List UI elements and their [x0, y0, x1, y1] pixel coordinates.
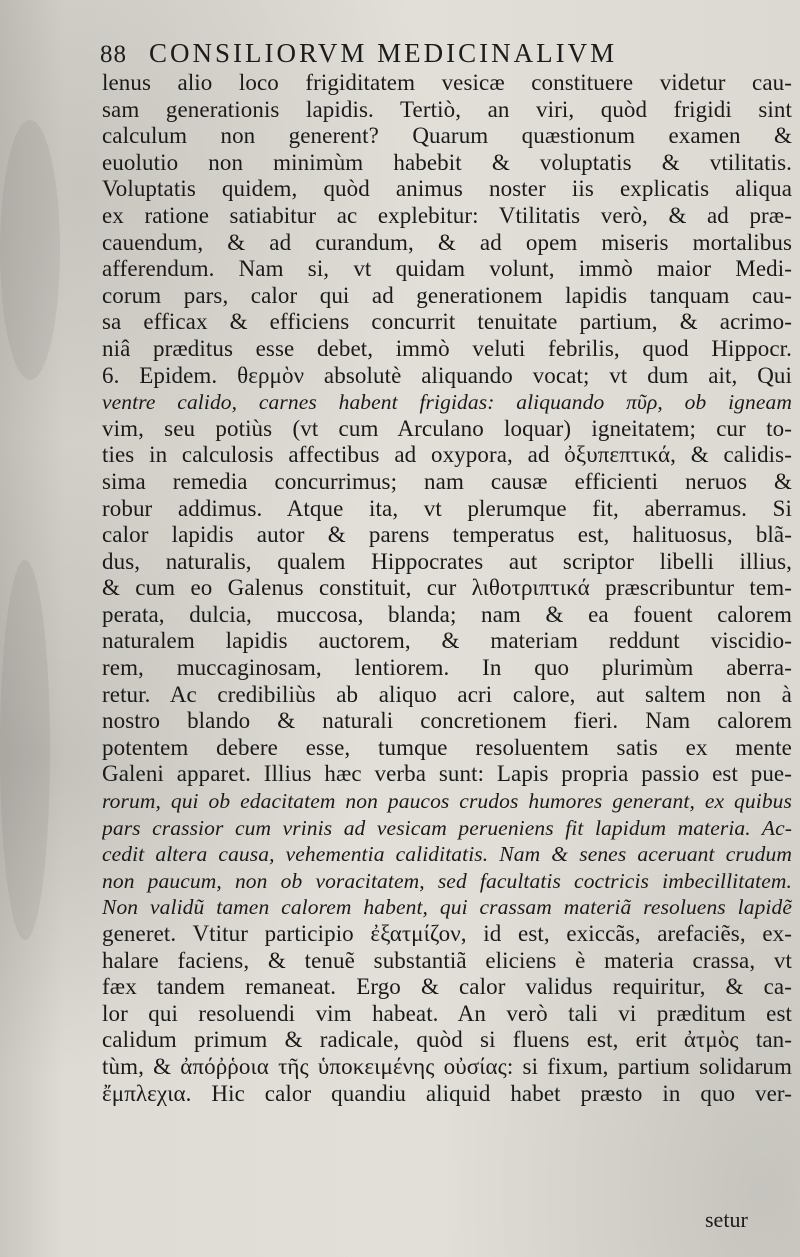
text-line: Voluptatis quidem, quòd animus noster iis explicatis aliqua — [102, 176, 792, 202]
text-line: afferendum. Nam si, vt quidam volunt, immò maior Medi- — [102, 256, 792, 282]
page-header — [100, 38, 740, 74]
text-line: rem, muccaginosam, lentiorem. In quo plurimùm aberra- — [102, 655, 792, 681]
text-line: sima remedia concurrimus; nam causæ efficienti neruos & — [102, 468, 792, 494]
text-line: potentem debere esse, tumque resoluentem satis ex mente — [102, 734, 792, 760]
text-line: naturalem lapidis auctorem, & materiam reddunt viscidio- — [102, 628, 792, 654]
text-line: halare faciens, & tenuẽ substantiã eliciens è materia crassa, vt — [102, 947, 792, 973]
text-line: lor qui resoluendi vim habeat. An verò tali vi præditum est — [102, 1000, 792, 1026]
text-line: calor lapidis autor & parens temperatus est, halituosus, blã- — [102, 522, 792, 548]
running-head: CONSILIORVM MEDICINALIVM — [149, 38, 618, 68]
text-line: lenus alio loco frigiditatem vesicæ constituere videtur cau- — [102, 70, 792, 95]
text-line: fæx tandem remaneat. Ergo & calor validus requiritur, & ca- — [102, 974, 792, 1000]
page-stain — [0, 120, 60, 380]
text-line: perata, dulcia, muccosa, blanda; nam & ea fouent calorem — [102, 601, 792, 627]
text-line: calculum non generent? Quarum quæstionum examen & — [102, 123, 792, 149]
text-line: Non validũ tamen calorem habent, qui crassam materiã resoluens lapidẽ — [102, 895, 792, 920]
text-line: retur. Ac credibiliùs ab aliquo acri calore, aut saltem non à — [102, 681, 792, 707]
text-line: sam generationis lapidis. Tertiò, an viri, quòd frigidi sint — [102, 96, 792, 122]
text-line: dus, naturalis, qualem Hippocrates aut scriptor libelli illius, — [102, 548, 792, 574]
text-line: sa efficax & efficiens concurrit tenuitate partium, & acrimo- — [102, 309, 792, 335]
text-line: robur addimus. Atque ita, vt plerumque fit, aberramus. Si — [102, 495, 792, 521]
text-line: cauendum, & ad curandum, & ad opem miseris mortalibus — [102, 229, 792, 255]
text-line: corum pars, calor qui ad generationem lapidis tanquam cau- — [102, 282, 792, 308]
text-line: Galeni apparet. Illius hæc verba sunt: Lapis propria passio est pue- — [102, 761, 792, 787]
text-line: niâ præditus esse debet, immò veluti febrilis, quod Hippocr. — [102, 335, 792, 361]
text-line: & cum eo Galenus constituit, cur λιθοτριπτικά præscribuntur tem- — [102, 575, 792, 601]
text-line: euolutio non minimùm habebit & voluptatis & vtilitatis. — [102, 149, 792, 175]
text-line: ties in calculosis affectibus ad oxypora, ad ὀξυπεπτικά, & calidis- — [102, 442, 792, 468]
body-text — [102, 70, 792, 1107]
page-number: 88 — [100, 41, 127, 68]
text-line: calidum primum & radicale, quòd si fluens est, erit ἀτμὸς tan- — [102, 1027, 792, 1053]
text-line: ἔμπλεχια. Hic calor quandiu aliquid habet præsto in quo ver- — [102, 1080, 792, 1106]
text-line: rorum, qui ob edacitatem non paucos crudos humores generant, ex quibus — [102, 789, 792, 814]
text-line: tùm, & ἀπόῤῥοια τῆς ὑποκειμένης οὐσίας: si fixum, partium solidarum — [102, 1053, 792, 1079]
page-stain — [0, 560, 50, 940]
text-line: ex ratione satiabitur ac explebitur: Vtilitatis verò, & ad præ- — [102, 202, 792, 228]
text-line: nostro blando & naturali concretionem fieri. Nam calorem — [102, 708, 792, 734]
text-line: 6. Epidem. θερμὸν absolutè aliquando vocat; vt dum ait, Qui — [102, 362, 792, 388]
text-line: generet. Vtitur participio ἐξατμίζον, id est, exiccãs, arefaciẽs, ex- — [102, 921, 792, 946]
text-line: pars crassior cum vrinis ad vesicam perueniens fit lapidum materia. Ac- — [102, 815, 792, 840]
catchword: setur — [705, 1207, 748, 1232]
text-line: non paucum, non ob voracitatem, sed facultatis coctricis imbecillitatem. — [102, 868, 792, 893]
text-line: vim, seu potiùs (vt cum Arculano loquar) igneitatem; cur to- — [102, 415, 792, 441]
text-line: ventre calido, carnes habent frigidas: aliquando πῦρ, ob igneam — [102, 390, 792, 415]
text-line: cedit altera causa, vehementia caliditatis. Nam & senes aceruant crudum — [102, 842, 792, 867]
